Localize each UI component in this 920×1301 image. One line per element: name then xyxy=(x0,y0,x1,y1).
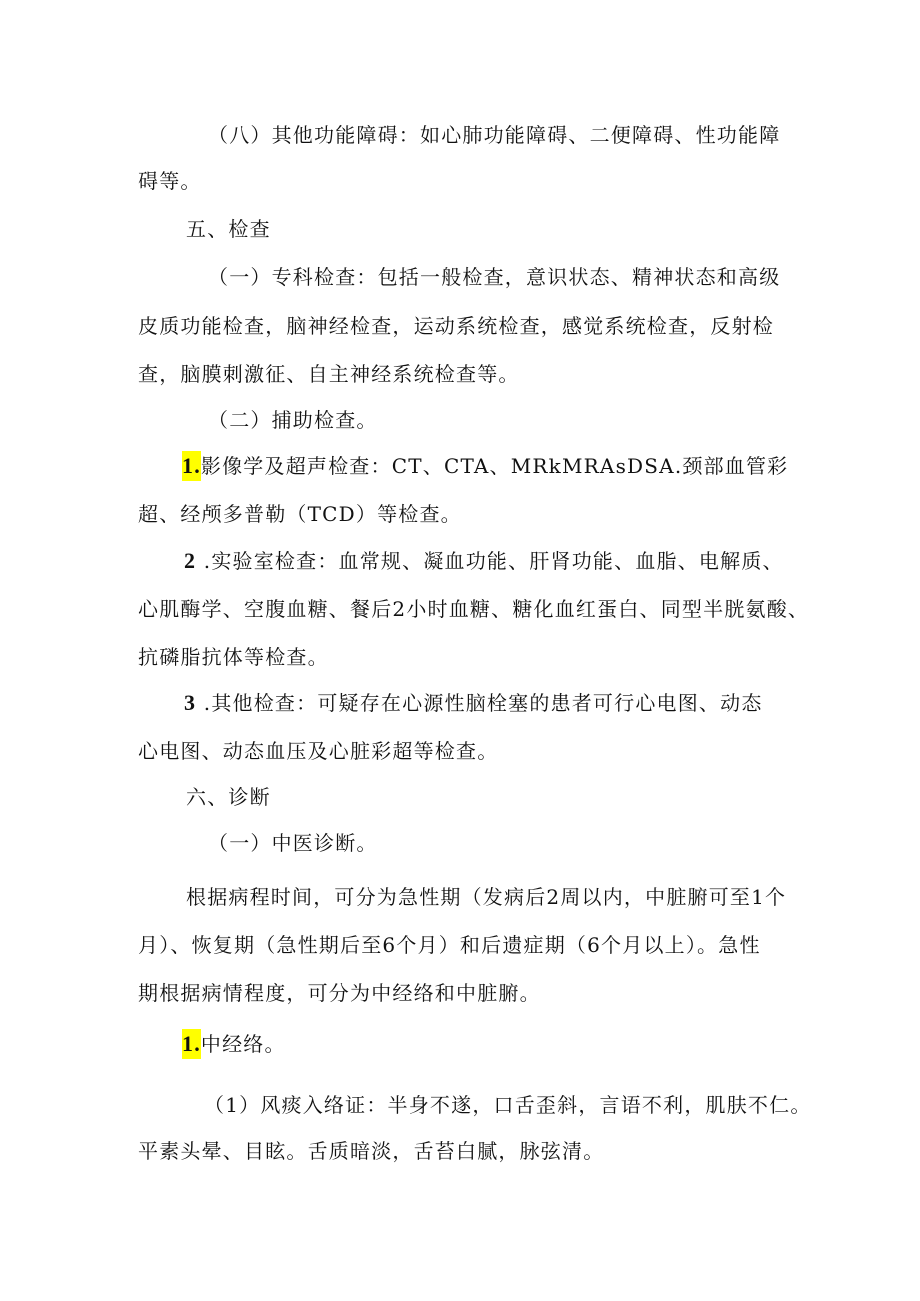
subsection-heading xyxy=(0,405,920,435)
paragraph-line xyxy=(0,1090,920,1120)
numbered-item xyxy=(0,688,920,718)
line-text: 皮质功能检查，脑神经检查，运动系统检查，感觉系统检查，反射检 xyxy=(138,314,774,338)
heading-text: （二）捕助检查。 xyxy=(208,408,378,432)
paragraph-line xyxy=(0,166,920,196)
line-text: 根据病程时间，可分为急性期（发病后2周以内，中脏腑可至1个 xyxy=(186,885,787,909)
item-number: 3 xyxy=(184,690,197,715)
numbered-item xyxy=(0,546,920,576)
line-text: 超、经颅多普勒（TCD）等检查。 xyxy=(138,502,462,526)
paragraph-line xyxy=(0,499,920,529)
line-text: （一）专科检查：包括一般检查，意识状态、精神状态和高级 xyxy=(208,265,781,289)
paragraph-line xyxy=(0,736,920,766)
item-text: .实验室检查：血常规、凝血功能、肝肾功能、血脂、电解质、 xyxy=(196,549,784,573)
heading-text: （一）中医诊断。 xyxy=(208,831,378,855)
line-text: 碍等。 xyxy=(138,169,202,193)
paragraph-line xyxy=(0,594,920,624)
paragraph-line xyxy=(0,359,920,389)
line-text: 期根据病情程度，可分为中经络和中脏腑。 xyxy=(138,981,541,1005)
paragraph-line xyxy=(0,930,920,960)
heading-text: 六、诊断 xyxy=(186,785,271,809)
line-text: 月）、恢复期（急性期后至6个月）和后遗症期（6个月以上）。急性 xyxy=(138,933,761,957)
line-text: 平素头晕、目眩。舌质暗淡，舌苔白腻，脉弦清。 xyxy=(138,1139,605,1163)
item-number-highlight: 1. xyxy=(182,451,201,481)
paragraph-line xyxy=(0,882,920,912)
section-heading xyxy=(0,782,920,812)
line-text: （八）其他功能障碍：如心肺功能障碍、二便障碍、性功能障 xyxy=(208,123,781,147)
paragraph-line xyxy=(0,978,920,1008)
paragraph-line xyxy=(0,262,920,292)
heading-text: 五、检查 xyxy=(186,217,271,241)
item-text: .其他检查：可疑存在心源性脑栓塞的患者可行心电图、动态 xyxy=(196,691,763,715)
line-text: （1）风痰入络证：半身不遂，口舌歪斜，言语不利，肌肤不仁。 xyxy=(204,1093,812,1117)
paragraph-line xyxy=(0,642,920,672)
paragraph-line xyxy=(0,1136,920,1166)
line-text: 心肌酶学、空腹血糖、餐后2小时血糖、糖化血红蛋白、同型半胱氨酸、 xyxy=(138,597,810,621)
item-number-highlight: 1. xyxy=(182,1029,201,1059)
line-text: 心电图、动态血压及心脏彩超等检查。 xyxy=(138,739,499,763)
item-number: 2 xyxy=(184,548,197,573)
item-text: 影像学及超声检查：CT、CTA、MRkMRAsDSA.颈部血管彩 xyxy=(200,454,789,478)
line-text: 抗磷脂抗体等检查。 xyxy=(138,645,329,669)
paragraph-line xyxy=(0,311,920,341)
numbered-item xyxy=(0,1029,920,1059)
numbered-item xyxy=(0,451,920,481)
paragraph-line xyxy=(0,120,920,150)
line-text: 查，脑膜刺激征、自主神经系统检查等。 xyxy=(138,362,520,386)
subsection-heading xyxy=(0,828,920,858)
item-text: 中经络。 xyxy=(200,1032,286,1056)
section-heading xyxy=(0,214,920,244)
